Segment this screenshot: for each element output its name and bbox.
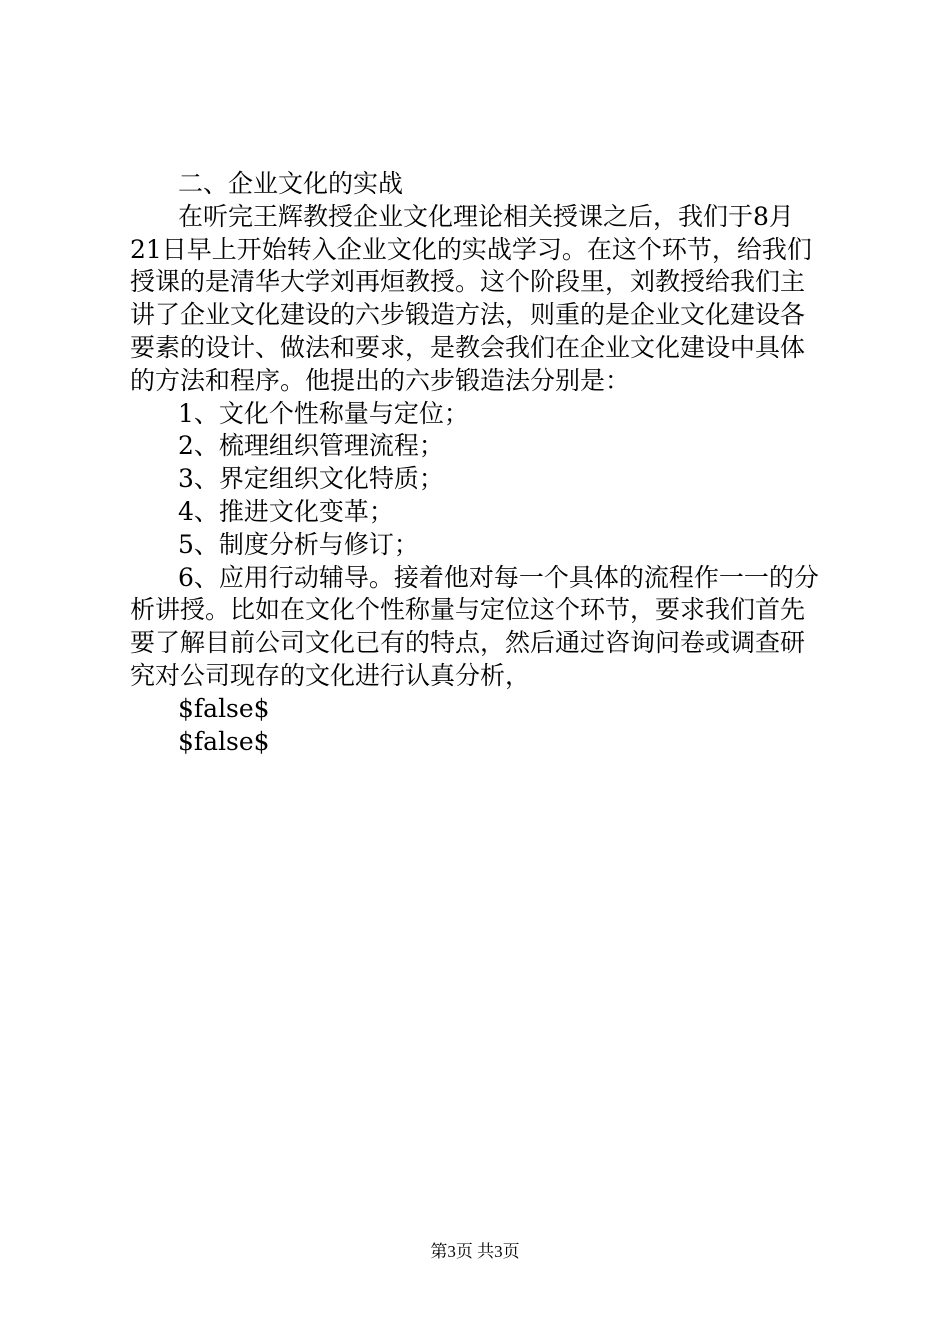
paragraph-line: 析讲授。比如在文化个性称量与定位这个环节，要求我们首先 xyxy=(130,595,806,625)
document-body xyxy=(130,168,830,758)
list-item: 4、推进文化变革； xyxy=(178,496,394,526)
placeholder-text: $false$ xyxy=(178,693,270,723)
paragraph-line: 在听完王辉教授企业文化理论相关授课之后，我们于8月 xyxy=(178,201,794,231)
paragraph-line: 21日早上开始转入企业文化的实战学习。在这个环节，给我们 xyxy=(130,234,812,264)
paragraph-line: 讲了企业文化建设的六步锻造方法，则重的是企业文化建设各 xyxy=(130,300,806,330)
placeholder-text: $false$ xyxy=(178,726,270,756)
paragraph-line: 的方法和程序。他提出的六步锻造法分别是： xyxy=(130,365,631,395)
paragraph-line: 6、应用行动辅导。接着他对每一个具体的流程作一一的分 xyxy=(178,562,819,592)
paragraph-step-six xyxy=(130,562,830,693)
paragraph-line: 究对公司现存的文化进行认真分析， xyxy=(130,660,531,690)
steps-list xyxy=(130,398,830,562)
section-heading: 二、企业文化的实战 xyxy=(178,169,404,198)
list-item: 3、界定组织文化特质； xyxy=(178,464,444,494)
paragraph-line: 要素的设计、做法和要求，是教会我们在企业文化建设中具体 xyxy=(130,332,806,362)
list-item: 5、制度分析与修订； xyxy=(178,529,419,559)
list-item: 1、文化个性称量与定位； xyxy=(178,398,469,428)
page-number-footer: 第3页 共3页 xyxy=(430,1242,520,1261)
paragraph-line: 授课的是清华大学刘再烜教授。这个阶段里，刘教授给我们主 xyxy=(130,267,806,297)
paragraph-line: 要了解目前公司文化已有的特点，然后通过咨询问卷或调查研 xyxy=(130,628,806,658)
list-item: 2、梳理组织管理流程； xyxy=(178,431,444,461)
paragraph-intro xyxy=(130,201,830,398)
